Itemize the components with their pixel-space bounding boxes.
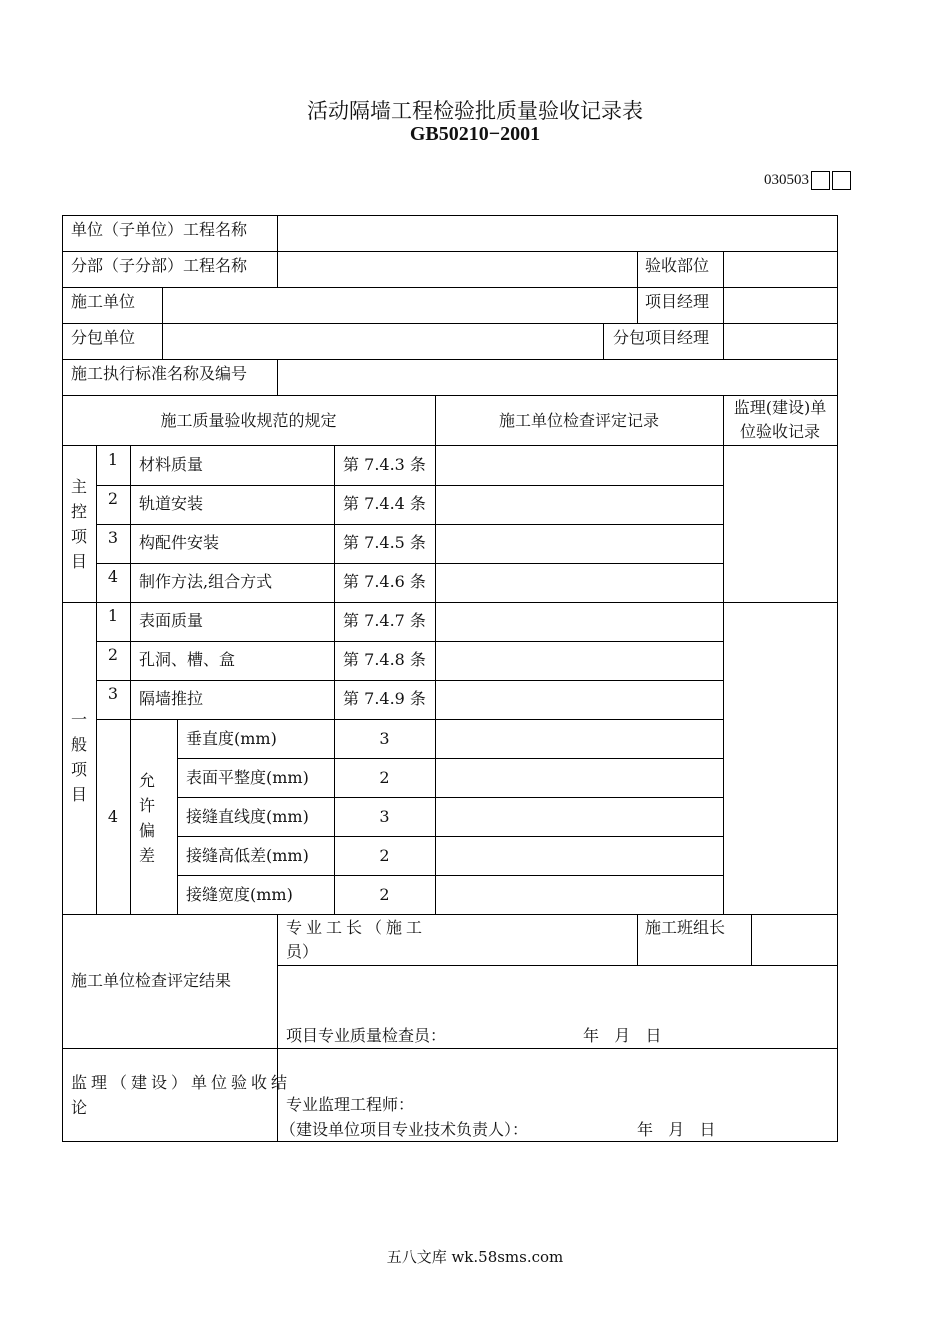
item-no: 1 [107, 450, 119, 469]
deviation-name: 表面平整度(mm) [186, 768, 309, 787]
group-char: 目 [70, 552, 87, 571]
group-char: 项 [70, 760, 87, 779]
main-items-group-label [69, 474, 89, 574]
item-name: 轨道安装 [139, 494, 204, 513]
subcontract-manager-label: 分包项目经理 [613, 328, 710, 347]
standard-name-label: 施工执行标准名称及编号 [71, 364, 248, 383]
item-clause: 第 7.4.4 条 [343, 494, 426, 513]
conclusion-label-line1: 监理（建设）单位验收结 [71, 1073, 292, 1092]
conclusion-label-line2: 论 [71, 1098, 88, 1117]
item-name: 孔洞、槽、盒 [139, 650, 236, 669]
item-clause: 第 7.4.7 条 [343, 611, 426, 630]
spec-column-header: 施工质量验收规范的规定 [160, 411, 337, 430]
supervision-column-header-line1: 监理(建设)单 [733, 398, 827, 417]
group-char: 允 [138, 771, 155, 790]
item-name: 表面质量 [139, 611, 204, 630]
item-clause: 第 7.4.6 条 [343, 572, 426, 591]
deviation-value: 2 [379, 768, 390, 787]
subcontract-unit-label: 分包单位 [71, 328, 136, 347]
result-label: 施工单位检查评定结果 [71, 971, 232, 990]
deviation-value: 3 [379, 729, 390, 748]
item-no: 2 [107, 645, 119, 664]
project-manager-label: 项目经理 [645, 292, 710, 311]
page-title: 活动隔墙工程检验批质量验收记录表 [307, 99, 643, 123]
item-no: 4 [107, 567, 119, 586]
supervision-engineer-label: 专业监理工程师： [286, 1095, 415, 1114]
sub-project-name-label: 分部（子分部）工程名称 [71, 256, 248, 275]
item-clause: 第 7.4.9 条 [343, 689, 426, 708]
group-char: 控 [70, 502, 87, 521]
owner-representative-label: （建设单位项目专业技术负责人）： [280, 1120, 529, 1139]
item-no: 3 [107, 528, 119, 547]
group-char: 差 [138, 846, 155, 865]
foreman-label-line1: 专业工长（施工 [286, 918, 427, 937]
group-char: 目 [70, 785, 87, 804]
deviation-name: 垂直度(mm) [186, 729, 277, 748]
footer-watermark: 五八文库 wk.58sms.com [386, 1248, 564, 1266]
group-char: 许 [138, 796, 155, 815]
result-date: 年 月 日 [583, 1026, 662, 1045]
group-char: 主 [70, 477, 87, 496]
group-char: 偏 [138, 821, 155, 840]
standard-code: GB50210−2001 [409, 123, 541, 145]
group-char: 般 [70, 735, 87, 754]
deviation-value: 2 [379, 846, 390, 865]
supervision-column-header-line2: 位验收记录 [739, 422, 820, 441]
item-clause: 第 7.4.8 条 [343, 650, 426, 669]
unit-project-name-label: 单位（子单位）工程名称 [71, 220, 248, 239]
item-name: 制作方法,组合方式 [139, 572, 273, 591]
deviation-group-label [137, 768, 157, 868]
deviation-name: 接缝直线度(mm) [186, 807, 309, 826]
item-clause: 第 7.4.5 条 [343, 533, 426, 552]
item-no: 2 [107, 489, 119, 508]
inspector-label: 项目专业质量检查员： [286, 1026, 447, 1045]
check-record-column-header: 施工单位检查评定记录 [498, 411, 659, 430]
item-name: 隔墙推拉 [139, 689, 204, 708]
acceptance-part-label: 验收部位 [645, 256, 710, 275]
item-no: 1 [107, 606, 119, 625]
deviation-value: 2 [379, 885, 390, 904]
team-leader-label: 施工班组长 [645, 918, 726, 937]
deviation-value: 3 [379, 807, 390, 826]
item-clause: 第 7.4.3 条 [343, 455, 426, 474]
group-char: 一 [70, 710, 87, 729]
item-no: 3 [107, 684, 119, 703]
construction-unit-label: 施工单位 [71, 292, 136, 311]
conclusion-date: 年 月 日 [637, 1120, 716, 1139]
item-name: 材料质量 [139, 455, 204, 474]
form-code-text: 030503 [764, 172, 809, 188]
deviation-item-no: 4 [107, 807, 119, 826]
item-name: 构配件安装 [139, 533, 220, 552]
deviation-name: 接缝宽度(mm) [186, 885, 293, 904]
general-items-group-label [69, 707, 89, 807]
group-char: 项 [70, 527, 87, 546]
foreman-label-line2: 员） [286, 942, 319, 961]
deviation-name: 接缝高低差(mm) [186, 846, 309, 865]
